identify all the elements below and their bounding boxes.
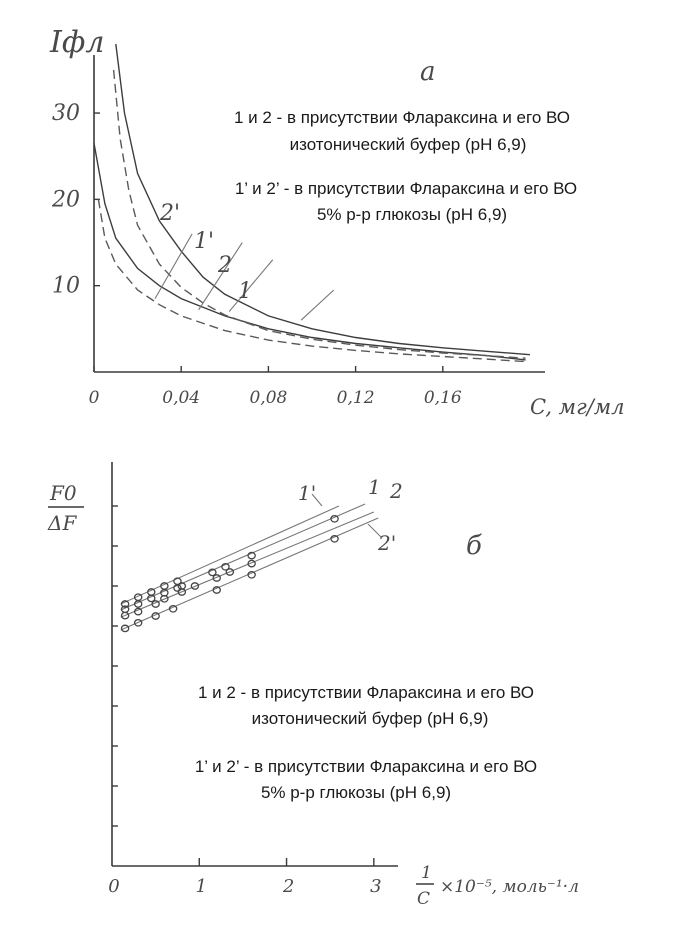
panel-a-y-label: Iфл: [50, 25, 105, 60]
panel-b-y-label-num: F0: [50, 481, 77, 505]
panel-a-legend-line-4: 5% р-р глюкозы (рН 6,9): [316, 205, 508, 224]
panel-b-x-tick-label: 0: [108, 876, 120, 897]
panel-a-leader-lines: [155, 234, 334, 320]
panel-b: [47, 462, 579, 909]
panel-b-y-label-den: ΔF: [48, 511, 77, 535]
panel-b-points: [121, 516, 338, 632]
panel-a-x-tick-label: 0,04: [162, 388, 201, 408]
panel-b-fit-line-2prime: [121, 518, 378, 630]
panel-a-legend-line-2: изотонический буфер (рН 6,9): [289, 135, 527, 154]
panel-b-line-label-1: 1: [368, 475, 381, 499]
panel-b-legend-line-2: изотонический буфер (рН 6,9): [251, 709, 489, 728]
panel-a-y-tick-label: 10: [52, 273, 80, 299]
panel-b-legend-line-4: 5% р-р глюкозы (рН 6,9): [260, 783, 452, 802]
panel-b-x-tick-label: 3: [370, 876, 382, 897]
panel-a-curve-1prime: [116, 44, 530, 355]
panel-b-x-label-units: ×10⁻⁵, моль⁻¹·л: [440, 877, 579, 897]
panel-a: [49, 25, 625, 419]
panel-b-legend-line-3: 1’ и 2’ - в присутствии Флараксина и его ВО: [194, 757, 538, 776]
panel-a-y-tick-label: 30: [52, 101, 80, 127]
panel-a-legend-line-3: 1’ и 2’ - в присутствии Флараксина и его ВО: [234, 179, 578, 198]
panel-a-letter: а: [420, 57, 436, 87]
panel-a-x-tick-label: 0: [88, 388, 100, 408]
panel-a-y-tick-label: 20: [52, 187, 80, 213]
panel-b-line-label-1prime: 1': [298, 481, 317, 505]
panel-b-legend-line-1: 1 и 2 - в присутствии Флараксина и его ВО: [197, 683, 535, 702]
panel-a-x-tick-label: 0,12: [336, 388, 375, 408]
panel-b-x-tick-label: 2: [282, 876, 295, 897]
panel-a-x-tick-label: 0,08: [249, 388, 288, 408]
panel-b-letter: б: [466, 531, 482, 561]
panel-b-line-label-2prime: 2': [378, 531, 397, 555]
panel-a-curve-label-2: 2: [218, 253, 232, 278]
panel-b-line-label-2: 2: [390, 479, 403, 503]
panel-b-x-label-num: 1: [421, 863, 432, 883]
panel-b-x-label-den: C: [417, 889, 431, 909]
panel-a-curve-label-2prime: 2': [160, 201, 181, 226]
panel-a-legend-line-1: 1 и 2 - в присутствии Флараксина и его ВО: [233, 108, 571, 127]
panel-a-leader-line: [301, 290, 334, 320]
panel-a-curve-label-1: 1: [238, 279, 252, 304]
panel-a-x-label: C, мг/мл: [530, 395, 625, 419]
panel-a-x-tick-label: 0,16: [423, 388, 462, 408]
panel-b-fit-line-1: [121, 504, 365, 610]
panel-a-curve-1: [94, 143, 526, 360]
panel-a-curve-label-1prime: 1': [194, 229, 215, 254]
panel-b-x-tick-label: 1: [195, 876, 207, 897]
